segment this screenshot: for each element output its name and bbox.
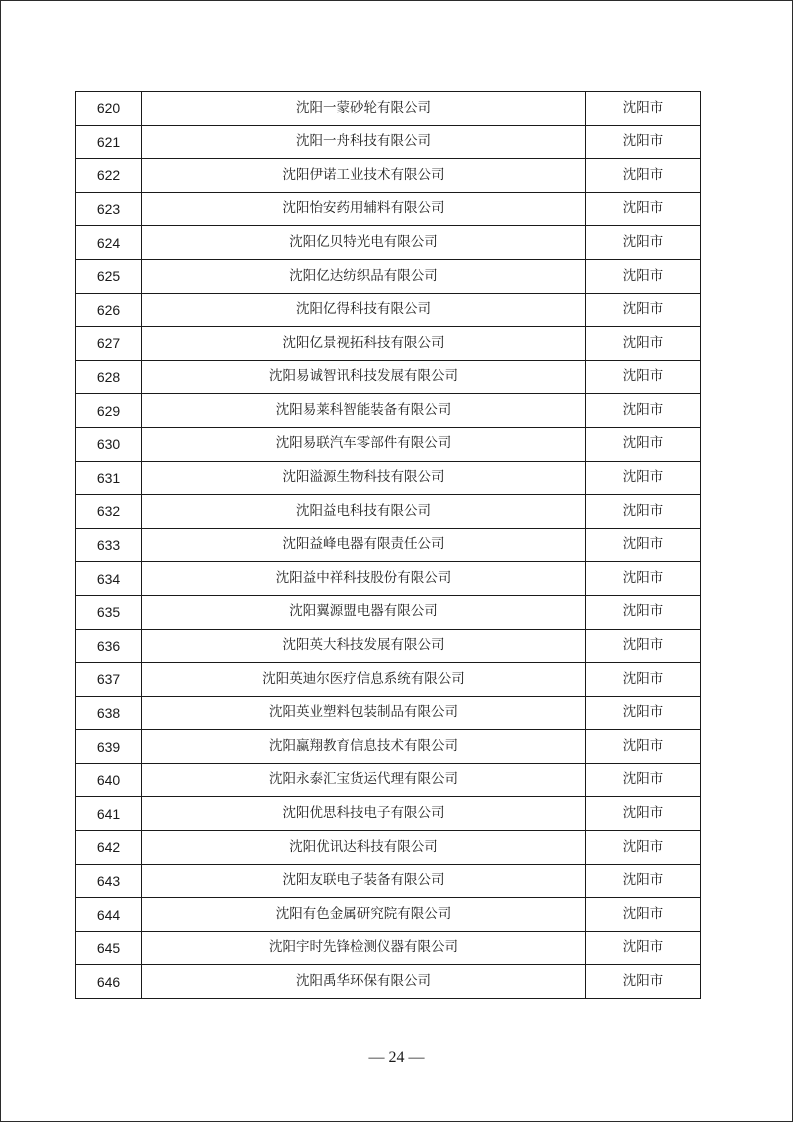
- row-number: 628: [76, 360, 142, 394]
- city-name: 沈阳市: [586, 360, 701, 394]
- city-name: 沈阳市: [586, 595, 701, 629]
- row-number: 620: [76, 92, 142, 126]
- row-number: 629: [76, 394, 142, 428]
- company-name: 沈阳亿贝特光电有限公司: [142, 226, 586, 260]
- company-name: 沈阳伊诺工业技术有限公司: [142, 159, 586, 193]
- city-name: 沈阳市: [586, 327, 701, 361]
- city-name: 沈阳市: [586, 495, 701, 529]
- city-name: 沈阳市: [586, 864, 701, 898]
- table-row: [76, 125, 701, 159]
- city-name: 沈阳市: [586, 562, 701, 596]
- row-number: 638: [76, 696, 142, 730]
- city-name: 沈阳市: [586, 293, 701, 327]
- company-name: 沈阳易诚智讯科技发展有限公司: [142, 360, 586, 394]
- city-name: 沈阳市: [586, 965, 701, 999]
- table-row: [76, 259, 701, 293]
- table-row: [76, 360, 701, 394]
- city-name: 沈阳市: [586, 629, 701, 663]
- city-name: 沈阳市: [586, 931, 701, 965]
- company-name: 沈阳英业塑料包装制品有限公司: [142, 696, 586, 730]
- table-row: [76, 394, 701, 428]
- company-name: 沈阳益电科技有限公司: [142, 495, 586, 529]
- city-name: 沈阳市: [586, 898, 701, 932]
- city-name: 沈阳市: [586, 226, 701, 260]
- company-name: 沈阳永泰汇宝货运代理有限公司: [142, 763, 586, 797]
- company-name: 沈阳禹华环保有限公司: [142, 965, 586, 999]
- table-row: [76, 293, 701, 327]
- city-name: 沈阳市: [586, 159, 701, 193]
- row-number: 642: [76, 831, 142, 865]
- city-name: 沈阳市: [586, 427, 701, 461]
- company-list: [75, 91, 700, 999]
- company-name: 沈阳友联电子装备有限公司: [142, 864, 586, 898]
- table-row: [76, 898, 701, 932]
- table-row: [76, 192, 701, 226]
- city-name: 沈阳市: [586, 663, 701, 697]
- table-row: [76, 864, 701, 898]
- company-name: 沈阳翼源盟电器有限公司: [142, 595, 586, 629]
- city-name: 沈阳市: [586, 192, 701, 226]
- city-name: 沈阳市: [586, 394, 701, 428]
- row-number: 634: [76, 562, 142, 596]
- row-number: 632: [76, 495, 142, 529]
- table-row: [76, 663, 701, 697]
- city-name: 沈阳市: [586, 259, 701, 293]
- row-number: 631: [76, 461, 142, 495]
- city-name: 沈阳市: [586, 730, 701, 764]
- row-number: 633: [76, 528, 142, 562]
- page-number: — 24 —: [368, 1049, 425, 1066]
- table-body: [76, 92, 701, 999]
- company-name: 沈阳易莱科智能装备有限公司: [142, 394, 586, 428]
- table-row: [76, 427, 701, 461]
- row-number: 641: [76, 797, 142, 831]
- row-number: 626: [76, 293, 142, 327]
- company-name: 沈阳一蒙砂轮有限公司: [142, 92, 586, 126]
- table-row: [76, 629, 701, 663]
- company-name: 沈阳亿景视拓科技有限公司: [142, 327, 586, 361]
- company-name: 沈阳宇时先锋检测仪器有限公司: [142, 931, 586, 965]
- company-name: 沈阳赢翔教育信息技术有限公司: [142, 730, 586, 764]
- city-name: 沈阳市: [586, 461, 701, 495]
- table-row: [76, 965, 701, 999]
- row-number: 635: [76, 595, 142, 629]
- company-table: [75, 91, 701, 999]
- city-name: 沈阳市: [586, 528, 701, 562]
- table-row: [76, 327, 701, 361]
- row-number: 621: [76, 125, 142, 159]
- row-number: 630: [76, 427, 142, 461]
- row-number: 627: [76, 327, 142, 361]
- row-number: 643: [76, 864, 142, 898]
- city-name: 沈阳市: [586, 92, 701, 126]
- city-name: 沈阳市: [586, 763, 701, 797]
- row-number: 624: [76, 226, 142, 260]
- company-name: 沈阳亿得科技有限公司: [142, 293, 586, 327]
- table-row: [76, 461, 701, 495]
- company-name: 沈阳亿达纺织品有限公司: [142, 259, 586, 293]
- table-row: [76, 159, 701, 193]
- city-name: 沈阳市: [586, 696, 701, 730]
- table-row: [76, 495, 701, 529]
- company-name: 沈阳英大科技发展有限公司: [142, 629, 586, 663]
- table-row: [76, 562, 701, 596]
- company-name: 沈阳益峰电器有限责任公司: [142, 528, 586, 562]
- company-name: 沈阳优思科技电子有限公司: [142, 797, 586, 831]
- company-name: 沈阳怡安药用辅料有限公司: [142, 192, 586, 226]
- table-row: [76, 696, 701, 730]
- table-row: [76, 226, 701, 260]
- row-number: 622: [76, 159, 142, 193]
- table-row: [76, 92, 701, 126]
- company-name: 沈阳有色金属研究院有限公司: [142, 898, 586, 932]
- city-name: 沈阳市: [586, 831, 701, 865]
- table-row: [76, 730, 701, 764]
- row-number: 639: [76, 730, 142, 764]
- company-name: 沈阳优讯达科技有限公司: [142, 831, 586, 865]
- table-row: [76, 831, 701, 865]
- table-row: [76, 528, 701, 562]
- table-row: [76, 797, 701, 831]
- row-number: 645: [76, 931, 142, 965]
- row-number: 623: [76, 192, 142, 226]
- row-number: 636: [76, 629, 142, 663]
- company-name: 沈阳一舟科技有限公司: [142, 125, 586, 159]
- city-name: 沈阳市: [586, 797, 701, 831]
- row-number: 625: [76, 259, 142, 293]
- city-name: 沈阳市: [586, 125, 701, 159]
- row-number: 640: [76, 763, 142, 797]
- row-number: 637: [76, 663, 142, 697]
- company-name: 沈阳易联汽车零部件有限公司: [142, 427, 586, 461]
- row-number: 644: [76, 898, 142, 932]
- table-row: [76, 763, 701, 797]
- table-row: [76, 931, 701, 965]
- company-name: 沈阳益中祥科技股份有限公司: [142, 562, 586, 596]
- table-row: [76, 595, 701, 629]
- company-name: 沈阳溢源生物科技有限公司: [142, 461, 586, 495]
- row-number: 646: [76, 965, 142, 999]
- company-name: 沈阳英迪尔医疗信息系统有限公司: [142, 663, 586, 697]
